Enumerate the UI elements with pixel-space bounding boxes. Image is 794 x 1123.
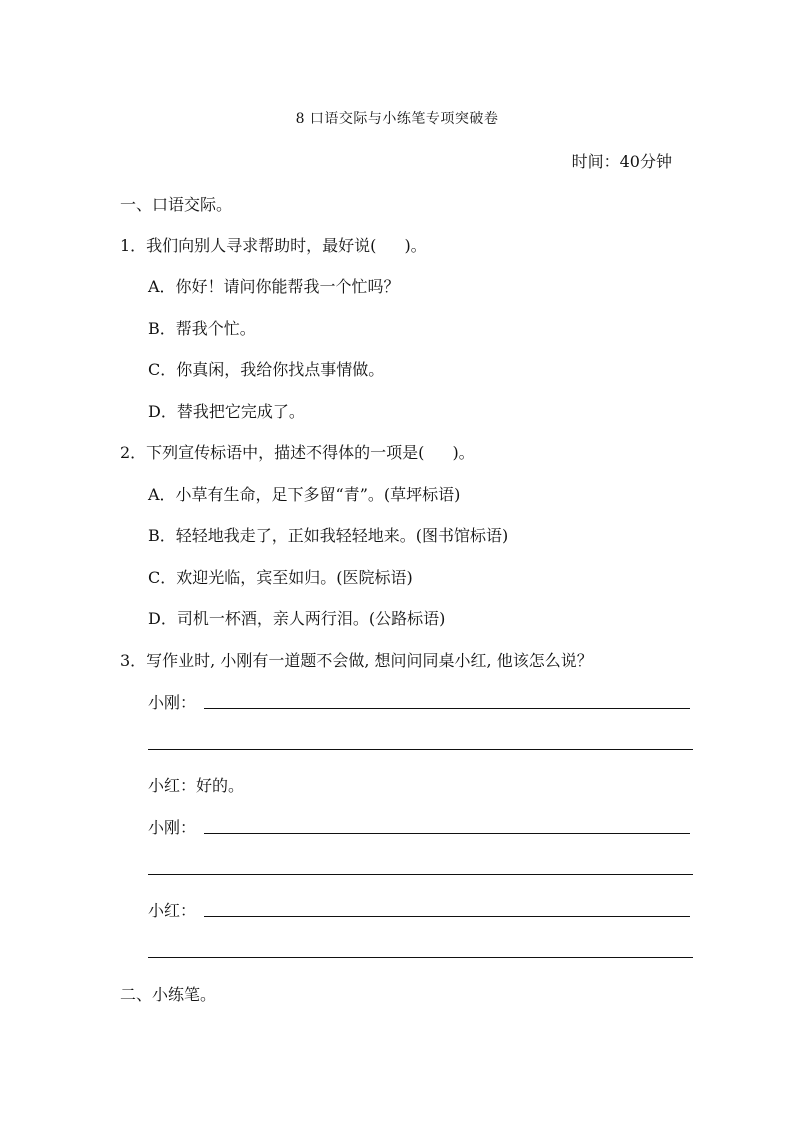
answer-line[interactable] [148,874,693,875]
dialogue-line-1 [148,690,196,713]
question-1-stem-text: 1．我们向别人寻求帮助时，最好说( [120,236,377,255]
question-2-option-c[interactable]: C．欢迎光临，宾至如归。(医院标语) [148,568,413,587]
dialogue-line-4 [148,898,196,921]
answer-line[interactable] [148,957,693,958]
speaker-label: 小刚： [148,693,197,712]
question-2-stem-text: 2．下列宣传标语中，描述不得体的一项是( [120,443,425,462]
time-limit: 时间：40分钟 [571,152,672,171]
dialogue-text: 好的。 [196,776,245,795]
speaker-label: 小红： [148,901,197,920]
page-title: 8 口语交际与小练笔专项突破卷 [295,111,499,127]
dialogue-line-3 [148,815,196,838]
question-3-stem: 3．写作业时, 小刚有一道题不会做, 想问问同桌小红, 他该怎么说？ [120,651,593,670]
question-1-stem [120,233,427,256]
section-heading-writing: 二、小练笔。 [120,985,217,1004]
answer-line[interactable] [204,708,690,709]
question-1-option-a[interactable]: A．你好！请问你能帮我一个忙吗？ [148,277,400,296]
speaker-label: 小红： [148,776,197,795]
question-1-option-b[interactable]: B．帮我个忙。 [148,319,256,338]
answer-line[interactable] [148,749,693,750]
question-2-stem-end: )。 [452,443,475,462]
question-2-option-d[interactable]: D．司机一杯酒，亲人两行泪。(公路标语) [148,609,446,628]
question-1-option-d[interactable]: D．替我把它完成了。 [148,402,305,421]
section-heading-oral: 一、口语交际。 [120,195,233,214]
answer-line[interactable] [204,916,690,917]
question-2-stem [120,440,475,463]
question-1-stem-end: )。 [404,236,427,255]
answer-line[interactable] [204,833,690,834]
question-2-option-b[interactable]: B．轻轻地我走了，正如我轻轻地来。(图书馆标语) [148,526,509,545]
dialogue-line-2 [148,773,244,796]
speaker-label: 小刚： [148,818,197,837]
question-2-option-a[interactable]: A．小草有生命，足下多留“青”。(草坪标语) [148,485,461,504]
question-1-option-c[interactable]: C．你真闲，我给你找点事情做。 [148,360,385,379]
